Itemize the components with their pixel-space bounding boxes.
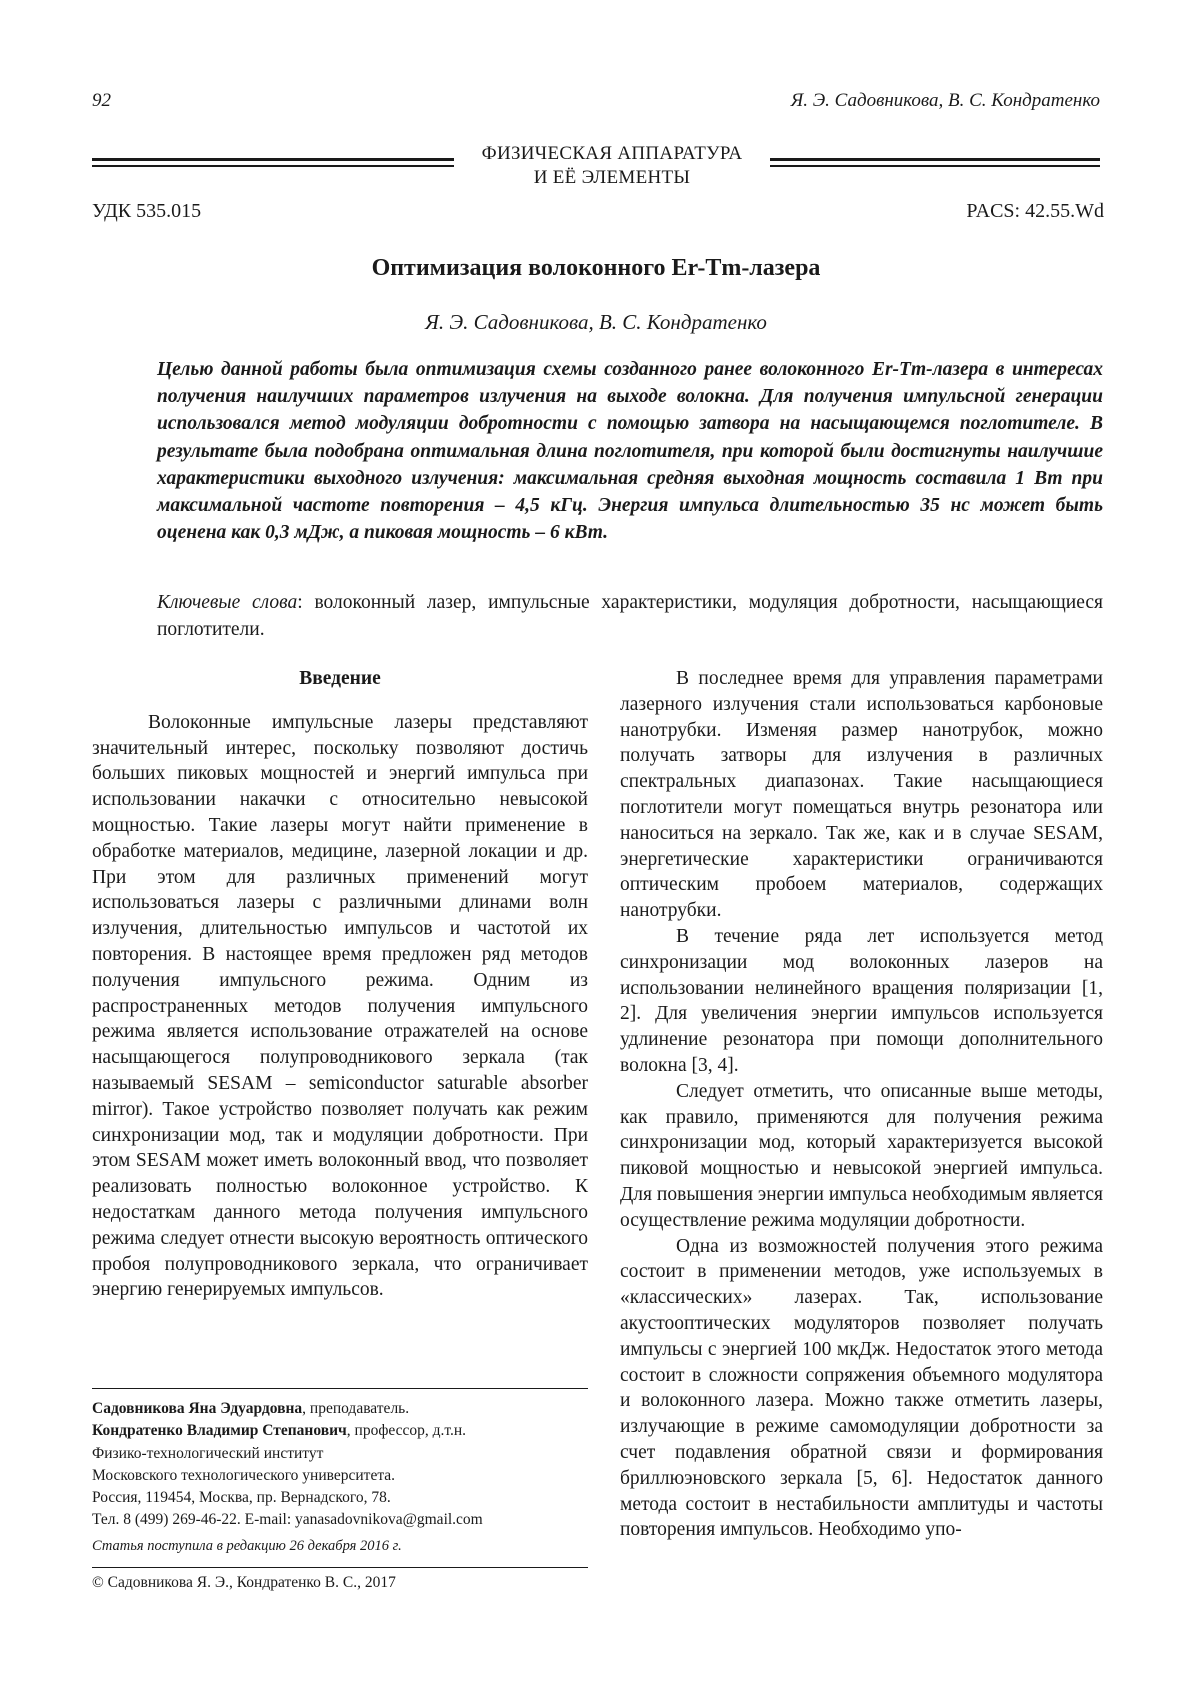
author-1-name: Садовникова Яна Эдуардовна xyxy=(92,1400,303,1417)
received-date: Статья поступила в редакцию 26 декабря 2016 г. xyxy=(92,1538,402,1554)
footnote-divider xyxy=(92,1388,588,1389)
pacs-code: PACS: 42.55.Wd xyxy=(966,200,1104,222)
author-2-name: Кондратенко Владимир Степанович xyxy=(92,1422,347,1440)
running-head-authors: Я. Э. Садовникова, В. С. Кондратенко xyxy=(790,90,1100,111)
article-authors: Я. Э. Садовникова, В. С. Кондратенко xyxy=(425,310,767,334)
body-paragraph-1: В последнее время для управления параметрами лазерного излучения стали использоваться карбоновые нанотрубки. Изменяя размер нанотрубок, можно получать затворы для излучения в различных спектральных диапазонах. Такие насыщающиеся поглотители могут помещаться внутрь резонатора или наноситься на зеркало. Так же, как и в случае SESAM, энергетические характеристики ограничиваются оптическим пробоем материалов, содержащих нанотрубки. xyxy=(620,668,1103,922)
footnote-author-1 xyxy=(92,1398,588,1420)
section-rule-right xyxy=(770,158,1100,167)
footnote-address: Россия, 119454, Москва, пр. Вернадского, 78. xyxy=(92,1489,391,1507)
right-column xyxy=(620,666,1103,1543)
page-number: 92 xyxy=(92,90,111,111)
intro-paragraph-1: Волоконные импульсные лазеры представляют значительный интерес, поскольку позволяют достичь больших пиковых мощностей и энергий импульса при использовании накачки с относительно невысокой мощностью. Такие лазеры могут найти применение в обработке материалов, медицине, лазерной локации и др. При этом для различных применений могут использоваться лазеры с различными длинами волн излучения, длительностью импульсов и частотой их повторения. В настоящее время предложен ряд методов получения импульсного режима. Одним из распространенных методов получения импульсного режима является использование отражателей на основе насыщающегося полупроводникового зеркала (так называемый SESAM – semiconductor saturable absorber mirror). Такое устройство позволяет получать как режим синхронизации мод, так и модуляции добротности. При этом SESAM может иметь волоконный ввод, что позволяет реализовать полностью волоконное устройство. К недостаткам данного метода получения импульсного режима следует отнести высокую вероятность оптического пробоя полупроводникового зеркала, что ограничивает энергию генерируемых импульсов. xyxy=(92,711,588,1301)
body-paragraph-4: Одна из возможностей получения этого режима состоит в применении методов, уже используемых в «классических» лазерах. Так, использование акустооптических модуляторов позволяет получать импульсы с энергией 100 мкДж. Недостаток этого метода состоит в сложности сопряжения объемного модулятора и волоконного лазера. Можно также отметить лазеры, излучающие в режиме самомодуляции добротности за счет подавления обратной связи и формирования бриллюэновского зеркала [5, 6]. Недостаток данного метода состоит в нестабильности амплитуды и частоты повторения импульсов. Необходимо упо- xyxy=(620,1235,1103,1541)
section-title-line2: И ЕЁ ЭЛЕМЕНТЫ xyxy=(533,167,691,188)
footnote-affiliation-2: Московского технологического университета. xyxy=(92,1466,396,1484)
left-column xyxy=(92,666,588,1303)
footnote-author-2 xyxy=(92,1420,588,1442)
intro-heading: Введение xyxy=(299,668,381,689)
section-title-line1: ФИЗИЧЕСКАЯ АППАРАТУРА xyxy=(481,143,743,164)
copyright: © Садовникова Я. Э., Кондратенко В. С., 2017 xyxy=(92,1574,396,1591)
section-title xyxy=(454,142,770,190)
keywords-text: : волоконный лазер, импульсные характеристики, модуляция добротности, насыщающиеся поглотители. xyxy=(157,592,1103,640)
author-footnote xyxy=(92,1398,588,1532)
body-paragraph-3: Следует отметить, что описанные выше методы, как правило, применяются для получения режима синхронизации мод, который характеризуется высокой пиковой мощностью и невысокой энергией импульса. Для повышения энергии импульса необходимым является осуществление режима модуляции добротности. xyxy=(620,1080,1103,1231)
author-2-role: , профессор, д.т.н. xyxy=(346,1422,467,1440)
classification-codes xyxy=(92,200,1104,223)
abstract-text: Целью данной работы была оптимизация схемы созданного ранее волоконного Er-Tm-лазера в интересах получения наилучших параметров излучения на выходе волокна. Для получения импульсной генерации использовался метод модуляции добротности с помощью затвора на насыщающемся поглотителе. В результате была подобрана оптимальная длина поглотителя, при которой были достигнуты наилучшие характеристики выходного излучения: максимальная средняя выходная мощность составила 1 Вт при максимальной частоте повторения – 4,5 кГц. Энергия импульса длительностью 35 нс может быть оценена как 0,3 мДж, а пиковая мощность – 6 кВт. xyxy=(157,359,1103,544)
body-paragraph-2: В течение ряда лет используется метод синхронизации мод волоконных лазеров на использовании нелинейного вращения поляризации [1, 2]. Для увеличения энергии импульсов используется удлинение резонатора при помощи дополнительного волокна [3, 4]. xyxy=(620,925,1103,1076)
footnote-affiliation-1: Физико-технологический институт xyxy=(92,1444,324,1462)
copyright-divider xyxy=(92,1567,588,1568)
abstract xyxy=(157,356,1103,546)
author-1-role: , преподаватель. xyxy=(302,1400,410,1417)
keywords-label: Ключевые слова xyxy=(157,592,298,613)
running-head xyxy=(92,86,1100,116)
section-band xyxy=(92,142,1100,190)
footnote-contact: Тел. 8 (499) 269-46-22. E-mail: yanasadovnikova@gmail.com xyxy=(92,1511,483,1529)
article-title: Оптимизация волоконного Er-Tm-лазера xyxy=(371,255,821,281)
udk-code: УДК 535.015 xyxy=(92,200,202,222)
section-rule-left xyxy=(92,158,454,167)
keywords xyxy=(157,589,1103,643)
